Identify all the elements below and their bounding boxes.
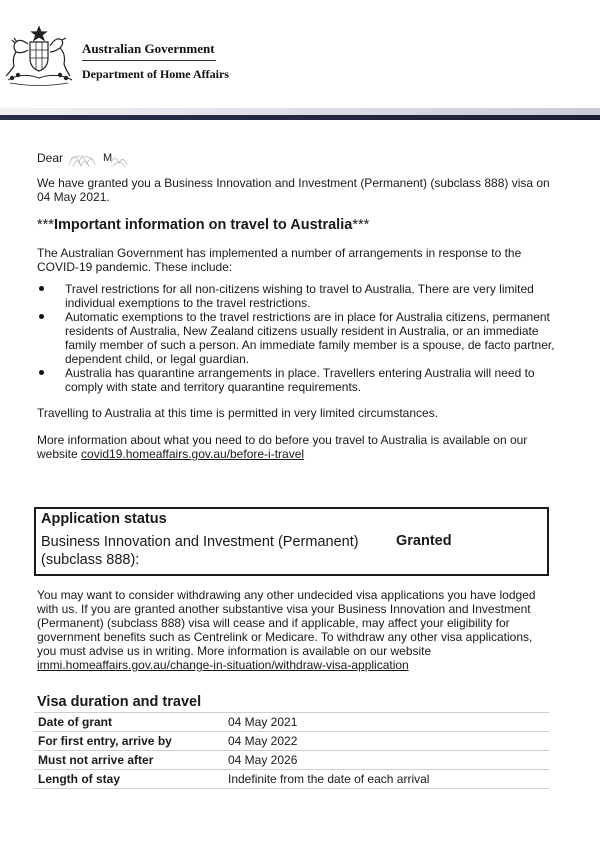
salutation bbox=[37, 146, 557, 170]
letter-body bbox=[37, 146, 557, 461]
row-value: 04 May 2022 bbox=[224, 732, 549, 751]
table-row bbox=[34, 713, 549, 732]
table-row bbox=[34, 770, 549, 789]
arrangements-list bbox=[37, 282, 557, 394]
duration-title: Visa duration and travel bbox=[37, 694, 202, 710]
covid-intro: The Australian Government has implemented a number of arrangements in response to the COVID-19 pandemic. These include: bbox=[37, 246, 522, 274]
redacted-name bbox=[67, 147, 129, 169]
row-value: Indefinite from the date of each arrival bbox=[224, 770, 549, 789]
row-value: 04 May 2021 bbox=[224, 713, 549, 732]
coat-of-arms-icon bbox=[2, 24, 76, 88]
withdraw-paragraph bbox=[37, 588, 549, 672]
limited-travel-note: Travelling to Australia at this time is permitted in very limited circumstances. bbox=[37, 406, 439, 420]
travel-heading bbox=[37, 216, 557, 234]
row-label: Length of stay bbox=[34, 770, 224, 789]
row-label: Date of grant bbox=[34, 713, 224, 732]
header-band-light bbox=[0, 108, 600, 115]
withdraw-text: You may want to consider withdrawing any other undecided visa applications you have lodged with us. If you are granted another substantive visa your Business Innovation and Investment (Permanent) (subclass 888) visa will cease and if applicable, may affect your eligibility for government benefits such as Centrelink or Medicare. To withdraw any other visa applications, you must advise us in writing. More information is available on our website bbox=[37, 588, 536, 658]
withdraw-link[interactable]: immi.homeaffairs.gov.au/change-in-situation/withdraw-visa-application bbox=[37, 658, 409, 672]
header-band-dark bbox=[0, 115, 600, 120]
heading-stars-right: *** bbox=[352, 217, 370, 233]
status-visa-name: Business Innovation and Investment (Permanent) (subclass 888): bbox=[41, 534, 359, 568]
government-title: Australian Government bbox=[82, 41, 215, 56]
bullet-icon bbox=[39, 370, 44, 375]
status-title: Application status bbox=[41, 511, 167, 527]
list-item-text: Automatic exemptions to the travel restrictions are in place for Australia citizens, permanent residents of Australia, New Zealand citizens usually resident in Australia, or an immediate family member of such a person. An immediate family member is a spouse, de facto partner, dependent child, or legal guardian. bbox=[65, 310, 555, 366]
before-travel-link[interactable]: covid19.homeaffairs.gov.au/before-i-travel bbox=[81, 447, 305, 461]
bullet-icon bbox=[39, 314, 44, 319]
letterhead bbox=[0, 0, 600, 118]
more-info-paragraph bbox=[37, 433, 557, 461]
list-item-text: Australia has quarantine arrangements in place. Travellers entering Australia will need to comply with state and territory quarantine requirements. bbox=[65, 366, 535, 394]
bullet-icon bbox=[39, 286, 44, 291]
row-value: 04 May 2026 bbox=[224, 751, 549, 770]
salutation-suffix: M bbox=[103, 152, 113, 164]
duration-table bbox=[34, 712, 549, 789]
list-item bbox=[37, 282, 557, 310]
status-badge: Granted bbox=[396, 533, 452, 549]
row-label: For first entry, arrive by bbox=[34, 732, 224, 751]
row-label: Must not arrive after bbox=[34, 751, 224, 770]
heading-stars-left: *** bbox=[37, 217, 54, 233]
heading-text: Important information on travel to Australia bbox=[53, 217, 353, 233]
header-divider bbox=[82, 60, 216, 61]
list-item-text: Travel restrictions for all non-citizens wishing to travel to Australia. There are very limited individual exemptions to the travel restrictions. bbox=[65, 282, 534, 310]
salutation-text: Dear bbox=[37, 151, 64, 165]
department-title: Department of Home Affairs bbox=[82, 67, 229, 81]
table-row bbox=[34, 732, 549, 751]
more-info-text: More information about what you need to do before you travel to Australia is available on our website bbox=[37, 433, 528, 461]
application-status-box bbox=[34, 507, 549, 576]
table-row bbox=[34, 751, 549, 770]
list-item bbox=[37, 366, 557, 394]
grant-notice: We have granted you a Business Innovation and Investment (Permanent) (subclass 888) visa on 04 May 2021. bbox=[37, 176, 550, 204]
list-item bbox=[37, 310, 557, 366]
